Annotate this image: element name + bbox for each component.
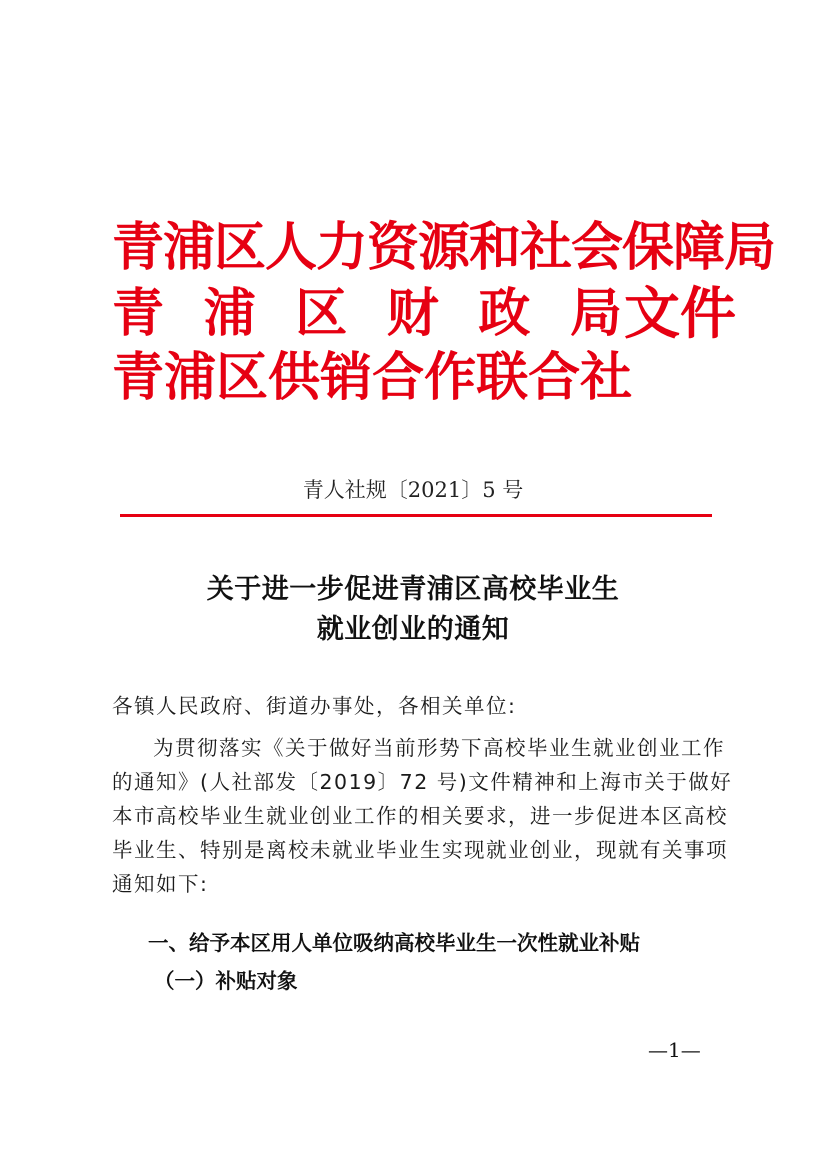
issuer-char: 销 — [320, 347, 373, 408]
issuer-char: 联 — [476, 347, 529, 408]
document-number: 青人社规〔2021〕5 号 — [302, 478, 524, 502]
issuer-line-supply-coop — [112, 347, 633, 408]
issuer-line-finance — [112, 284, 622, 344]
issuer-char: 青 — [112, 283, 165, 344]
issuer-char: 政 — [478, 283, 531, 344]
document-title — [0, 570, 826, 650]
issuer-line-hrss: 青浦区人力资源和社会保障局 — [112, 217, 776, 278]
issuer-char: 合 — [528, 347, 581, 408]
paragraph-line: 的通知》(人社部发〔2019〕72 号)文件精神和上海市关于做好 — [112, 770, 733, 794]
issuer-char: 浦 — [203, 283, 256, 344]
issuer-char: 区 — [295, 283, 348, 344]
issuer-char: 浦 — [164, 347, 217, 408]
paragraph-line: 为贯彻落实《关于做好当前形势下高校毕业生就业创业工作 — [153, 736, 725, 760]
section-heading-1: 一、给予本区用人单位吸纳高校毕业生一次性就业补贴 — [148, 931, 640, 955]
issuer-char: 局 — [569, 283, 622, 344]
salutation: 各镇人民政府、街道办事处，各相关单位: — [112, 694, 517, 718]
title-line-2: 就业创业的通知 — [316, 614, 510, 645]
subsection-heading-1: （一）补贴对象 — [154, 969, 298, 993]
page-number: —1— — [648, 1038, 701, 1062]
issuer-char: 供 — [268, 347, 321, 408]
title-line-1: 关于进一步促进青浦区高校毕业生 — [206, 574, 620, 605]
issuer-char: 作 — [424, 347, 477, 408]
red-separator-line — [120, 514, 712, 517]
document-word: 文件 — [624, 281, 736, 347]
issuer-char: 青 — [112, 347, 165, 408]
issuer-char: 财 — [386, 283, 439, 344]
paragraph-line: 毕业生、特别是离校未就业毕业生实现就业创业，现就有关事项 — [112, 838, 728, 862]
intro-paragraph — [112, 731, 733, 901]
paragraph-line: 本市高校毕业生就业创业工作的相关要求，进一步促进本区高校 — [112, 804, 728, 828]
paragraph-line: 通知如下: — [112, 872, 209, 896]
issuer-char: 合 — [372, 347, 425, 408]
issuer-char: 社 — [580, 347, 633, 408]
issuer-char: 区 — [216, 347, 269, 408]
